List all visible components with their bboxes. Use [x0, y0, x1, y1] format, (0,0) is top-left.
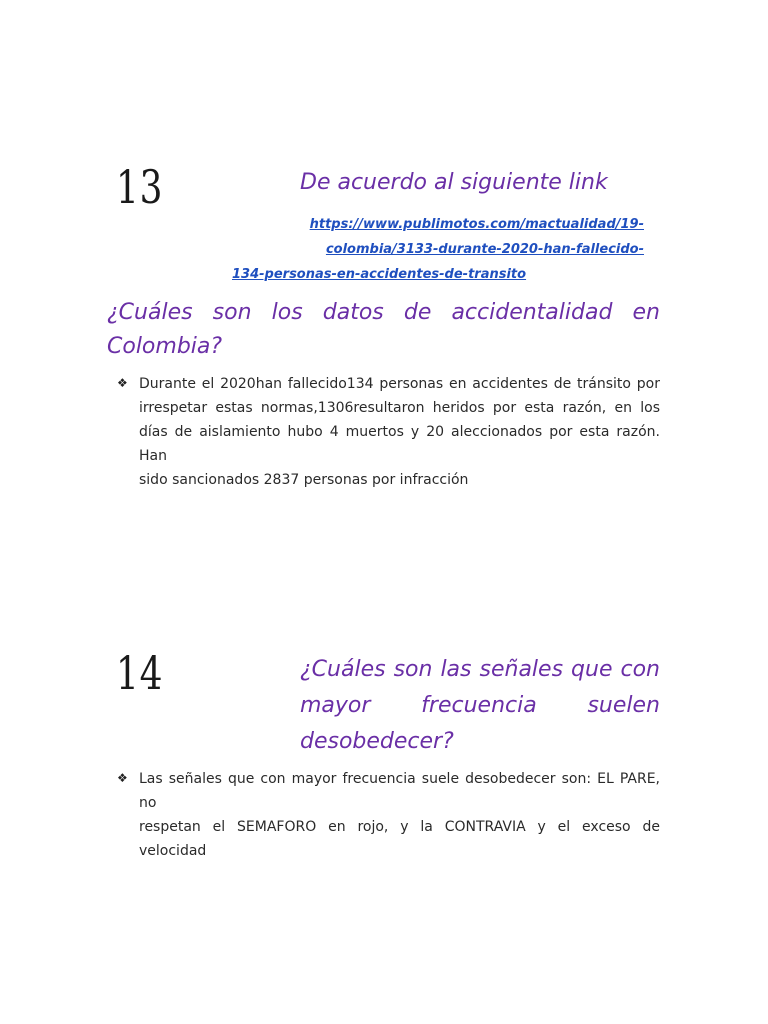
source-link[interactable]	[232, 212, 652, 287]
section-number-14: 14	[116, 646, 164, 700]
source-link-line[interactable]: colombia/3133-durante-2020-han-fallecido-	[325, 242, 644, 257]
source-link-line[interactable]: 134-personas-en-accidentes-de-transito	[232, 267, 527, 282]
answer-13-line: días de aislamiento hubo 4 muertos y 20 aleccionados por esta razón. Han	[139, 424, 660, 464]
question-13-line-2: Colombia?	[107, 334, 223, 359]
bullet-icon: ❖	[117, 771, 128, 785]
question-14-line: ¿Cuáles son las señales que con	[300, 657, 660, 682]
question-14-line: desobedecer?	[300, 729, 454, 754]
answer-14-line: velocidad	[139, 843, 207, 859]
answer-14	[139, 767, 660, 863]
answer-13-line: irrespetar estas normas,1306resultaron heridos por esta razón, en los	[139, 400, 660, 416]
answer-13-line: Durante el 2020han fallecido134 personas en accidentes de tránsito por	[139, 376, 660, 392]
bullet-icon: ❖	[117, 376, 128, 390]
question-14	[300, 652, 660, 760]
question-13-line-1: ¿Cuáles son los datos de accidentalidad en	[107, 300, 660, 325]
question-13	[107, 296, 660, 364]
source-link-line[interactable]: https://www.publimotos.com/mactualidad/19-	[309, 217, 644, 232]
answer-14-line: Las señales que con mayor frecuencia suele desobedecer son: EL PARE, no	[139, 771, 660, 811]
section-number-13: 13	[116, 160, 164, 214]
answer-13	[139, 372, 660, 492]
question-14-line: mayor frecuencia suelen	[300, 693, 660, 718]
answer-13-line: sido sancionados 2837 personas por infracción	[139, 472, 469, 488]
intro-heading: De acuerdo al siguiente link	[300, 170, 608, 195]
answer-14-line: respetan el SEMAFORO en rojo, y la CONTRAVIA y el exceso de	[139, 819, 660, 835]
